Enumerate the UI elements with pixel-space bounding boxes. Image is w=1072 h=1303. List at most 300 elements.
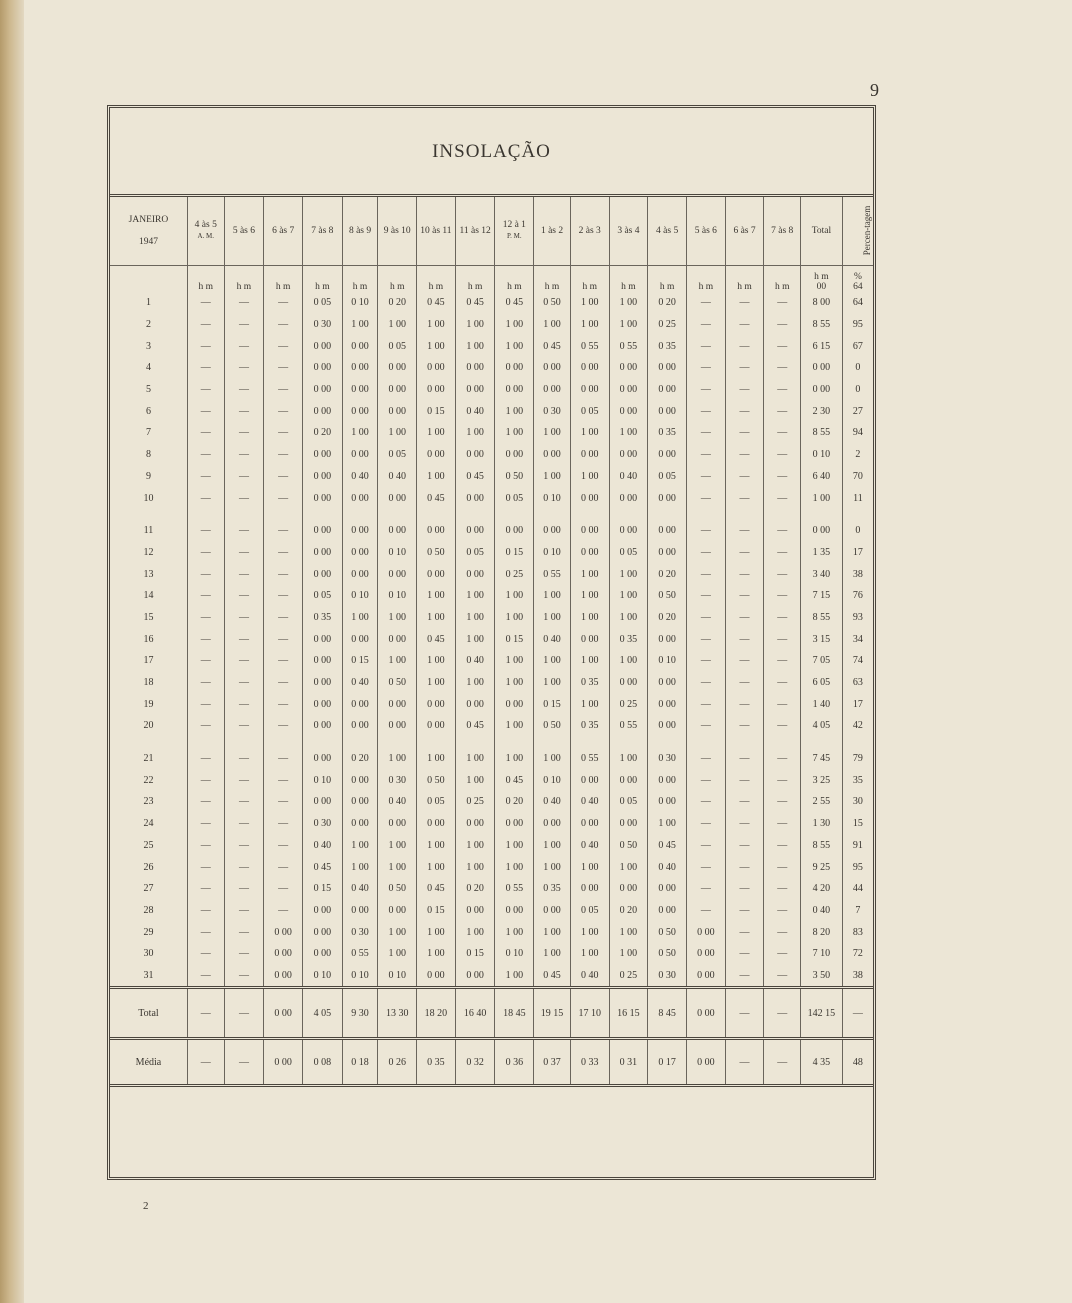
table-cell: 0 00 xyxy=(495,444,534,466)
table-cell: 1 00 xyxy=(417,314,456,336)
table-cell: 0 00 xyxy=(570,357,609,379)
table-cell: 0 00 xyxy=(378,628,417,650)
col-header: 2 às 3 xyxy=(570,196,609,266)
table-cell: — xyxy=(764,357,801,379)
table-cell xyxy=(725,509,764,520)
table-cell: — xyxy=(264,791,303,813)
table-cell: 0 25 xyxy=(648,314,687,336)
table-cell: 19 xyxy=(143,698,154,710)
table-cell: 38 xyxy=(842,965,873,988)
table-cell: 16 xyxy=(143,633,154,645)
col-header: 5 às 6 xyxy=(224,196,264,266)
table-cell: 0 45 xyxy=(455,466,495,488)
table-cell: — xyxy=(224,487,264,509)
table-cell: 1 00 xyxy=(378,607,417,629)
table-cell: 0 40 xyxy=(648,856,687,878)
signature-number: 2 xyxy=(143,1200,149,1212)
table-row xyxy=(110,769,873,791)
table-cell: 1 00 xyxy=(495,585,534,607)
table-cell xyxy=(570,509,609,520)
table-cell: 76 xyxy=(842,585,873,607)
header-row xyxy=(110,196,873,266)
total-header: Total xyxy=(801,196,843,266)
table-cell: — xyxy=(264,314,303,336)
table-cell: 0 00 xyxy=(648,672,687,694)
table-cell: 0 35 xyxy=(648,422,687,444)
units-row xyxy=(110,266,873,293)
table-cell: — xyxy=(686,791,725,813)
table-cell: 1 00 xyxy=(534,607,571,629)
table-cell: h m xyxy=(609,266,648,293)
table-cell: 0 00 xyxy=(264,965,303,988)
table-cell: — xyxy=(224,292,264,314)
table-cell: 1 40 xyxy=(801,693,843,715)
table-cell: — xyxy=(725,520,764,542)
table-cell xyxy=(224,737,264,748)
col-header: 11 às 12 xyxy=(455,196,495,266)
table-cell: 17 10 xyxy=(570,988,609,1039)
table-cell: 13 xyxy=(143,568,154,580)
table-cell: — xyxy=(725,466,764,488)
table-cell: 1 00 xyxy=(455,856,495,878)
table-cell: 0 40 xyxy=(455,650,495,672)
table-cell: 1 00 xyxy=(378,835,417,857)
table-cell: — xyxy=(725,607,764,629)
table-cell: — xyxy=(725,813,764,835)
table-cell: 0 00 xyxy=(303,715,343,737)
table-cell: 0 00 xyxy=(342,520,378,542)
table-cell: 1 00 xyxy=(534,672,571,694)
table-cell: — xyxy=(264,400,303,422)
table-cell: 2 xyxy=(145,319,151,331)
table-cell: — xyxy=(224,900,264,922)
table-cell: 1 00 xyxy=(495,748,534,770)
table-cell: 0 40 xyxy=(801,900,843,922)
table-cell: — xyxy=(187,856,224,878)
table-cell: 1 00 xyxy=(495,856,534,878)
table-cell: 0 05 xyxy=(417,791,456,813)
table-cell: 14 xyxy=(143,590,154,602)
table-cell: 0 xyxy=(842,379,873,401)
table-row xyxy=(110,878,873,900)
table-cell: — xyxy=(224,444,264,466)
table-cell: 0 00 xyxy=(570,769,609,791)
table-cell: 1 00 xyxy=(609,422,648,444)
table-cell: 0 40 xyxy=(570,835,609,857)
table-cell: — xyxy=(224,563,264,585)
table-cell: 0 00 xyxy=(342,900,378,922)
table-cell: — xyxy=(264,292,303,314)
table-cell: — xyxy=(264,878,303,900)
table-cell: 0 00 xyxy=(686,1039,725,1086)
table-cell: Total xyxy=(110,988,187,1039)
table-cell: 1 00 xyxy=(455,628,495,650)
table-cell: 0 00 xyxy=(303,748,343,770)
table-cell: — xyxy=(224,988,264,1039)
table-cell: — xyxy=(764,400,801,422)
table-row xyxy=(110,856,873,878)
table-cell xyxy=(609,737,648,748)
table-cell: 0 45 xyxy=(495,769,534,791)
table-cell: 18 xyxy=(143,677,154,689)
table-cell xyxy=(534,737,571,748)
table-cell: 8 55 xyxy=(801,607,843,629)
table-cell: — xyxy=(224,791,264,813)
table-cell: 0 00 xyxy=(534,813,571,835)
table-cell: 0 00 xyxy=(342,563,378,585)
table-cell: — xyxy=(187,748,224,770)
table-cell: 83 xyxy=(842,921,873,943)
table-cell: 4 20 xyxy=(801,878,843,900)
table-cell: 0 00 xyxy=(264,1039,303,1086)
table-cell: 0 00 xyxy=(455,563,495,585)
table-cell: — xyxy=(187,943,224,965)
table-cell: 0 35 xyxy=(609,628,648,650)
table-cell: — xyxy=(764,965,801,988)
table-cell: 1 00 xyxy=(609,856,648,878)
table-cell: 29 xyxy=(143,926,154,938)
table-cell: 0 00 xyxy=(570,379,609,401)
table-cell xyxy=(417,737,456,748)
table-cell: 0 55 xyxy=(570,748,609,770)
table-cell: 4 05 xyxy=(801,715,843,737)
table-cell: 1 xyxy=(145,297,151,309)
table-cell: 1 00 xyxy=(455,835,495,857)
table-cell: 0 55 xyxy=(609,715,648,737)
table-cell: 0 40 xyxy=(570,791,609,813)
table-cell: 0 00 xyxy=(648,878,687,900)
table-cell: 6 xyxy=(145,405,151,417)
table-cell: Média xyxy=(110,1039,187,1086)
table-cell: 0 00 xyxy=(378,487,417,509)
table-cell: — xyxy=(725,357,764,379)
table-cell: — xyxy=(264,487,303,509)
table-cell: 0 00 xyxy=(303,466,343,488)
table-cell: 1 00 xyxy=(495,314,534,336)
table-cell: 0 00 xyxy=(455,965,495,988)
table-cell: 0 00 xyxy=(609,444,648,466)
table-cell xyxy=(110,509,187,520)
table-cell: 13 30 xyxy=(378,988,417,1039)
table-cell: — xyxy=(187,520,224,542)
table-cell: 0 00 xyxy=(534,357,571,379)
table-cell: — xyxy=(264,900,303,922)
table-cell: — xyxy=(764,813,801,835)
table-row xyxy=(110,650,873,672)
table-cell: 0 26 xyxy=(378,1039,417,1086)
table-cell: — xyxy=(686,563,725,585)
table-cell: — xyxy=(725,314,764,336)
table-cell: 26 xyxy=(143,861,154,873)
table-cell: 1 00 xyxy=(609,292,648,314)
table-cell: — xyxy=(842,988,873,1039)
percentage-header: Percen-tagem xyxy=(842,196,873,266)
table-cell: — xyxy=(187,585,224,607)
table-cell: h m xyxy=(264,266,303,293)
table-cell: — xyxy=(686,878,725,900)
table-cell: 93 xyxy=(842,607,873,629)
table-cell: — xyxy=(264,585,303,607)
table-cell: 0 00 xyxy=(342,791,378,813)
month-label: JANEIRO xyxy=(128,214,169,225)
table-cell: 0 00 xyxy=(455,693,495,715)
table-cell: h m xyxy=(224,266,264,293)
table-cell xyxy=(801,509,843,520)
table-cell: 0 50 xyxy=(417,542,456,564)
table-cell: 79 xyxy=(842,748,873,770)
table-cell: — xyxy=(187,900,224,922)
table-cell: 42 xyxy=(842,715,873,737)
table-cell: 0 00 xyxy=(570,813,609,835)
table-cell: 18 20 xyxy=(417,988,456,1039)
table-row xyxy=(110,900,873,922)
table-cell: 0 40 xyxy=(342,466,378,488)
table-cell: 0 00 xyxy=(417,357,456,379)
table-cell: 8 00 xyxy=(801,292,843,314)
table-cell: h m xyxy=(495,266,534,293)
table-cell: — xyxy=(224,715,264,737)
table-cell: 0 00 xyxy=(303,693,343,715)
table-cell: 1 00 xyxy=(570,314,609,336)
table-cell: 0 00 xyxy=(264,943,303,965)
table-cell: 7 xyxy=(145,427,151,439)
table-cell: 0 35 xyxy=(417,1039,456,1086)
table-row xyxy=(110,466,873,488)
table-cell: h m xyxy=(570,266,609,293)
table-cell: — xyxy=(686,628,725,650)
table-cell: 0 00 xyxy=(609,357,648,379)
table-cell: 0 20 xyxy=(609,900,648,922)
table-cell: — xyxy=(187,466,224,488)
table-cell: 0 10 xyxy=(378,585,417,607)
table-cell: 0 55 xyxy=(534,563,571,585)
table-cell: 0 00 xyxy=(609,520,648,542)
table-cell: 0 20 xyxy=(378,292,417,314)
table-cell: — xyxy=(187,542,224,564)
table-cell: — xyxy=(686,466,725,488)
table-cell: — xyxy=(224,520,264,542)
table-cell: — xyxy=(224,921,264,943)
table-cell: 1 00 xyxy=(495,335,534,357)
table-row xyxy=(110,791,873,813)
table-row xyxy=(110,314,873,336)
table-cell: — xyxy=(187,379,224,401)
table-cell xyxy=(264,737,303,748)
table-row xyxy=(110,965,873,988)
table-cell: 7 45 xyxy=(801,748,843,770)
table-cell: — xyxy=(187,487,224,509)
table-cell: 0 00 xyxy=(417,563,456,585)
table-cell: 0 00 xyxy=(495,520,534,542)
table-cell: — xyxy=(764,520,801,542)
table-cell: — xyxy=(725,921,764,943)
table-cell: 1 00 xyxy=(495,965,534,988)
table-row xyxy=(110,542,873,564)
table-cell: 3 25 xyxy=(801,769,843,791)
table-row xyxy=(110,748,873,770)
table-row xyxy=(110,585,873,607)
table-cell: 6 15 xyxy=(801,335,843,357)
table-cell: 1 00 xyxy=(534,943,571,965)
table-cell: 1 00 xyxy=(534,650,571,672)
table-cell: 91 xyxy=(842,835,873,857)
table-cell: 1 00 xyxy=(342,607,378,629)
table-cell: — xyxy=(686,335,725,357)
table-cell: — xyxy=(224,400,264,422)
table-cell: — xyxy=(686,693,725,715)
table-cell: — xyxy=(725,672,764,694)
table-cell: 0 50 xyxy=(648,943,687,965)
table-cell: 0 00 xyxy=(342,357,378,379)
table-cell: 0 00 xyxy=(609,813,648,835)
year-label: 1947 xyxy=(138,236,158,247)
table-cell: 0 00 xyxy=(609,400,648,422)
table-cell: 0 20 xyxy=(648,607,687,629)
table-cell: — xyxy=(187,607,224,629)
table-body xyxy=(110,266,873,1086)
table-cell: 0 00 xyxy=(378,693,417,715)
table-cell: 0 00 xyxy=(303,444,343,466)
table-row xyxy=(110,563,873,585)
col-header: 6 às 7 xyxy=(264,196,303,266)
table-cell: — xyxy=(187,357,224,379)
table-cell: 0 05 xyxy=(570,900,609,922)
table-cell: — xyxy=(224,748,264,770)
table-cell: — xyxy=(224,965,264,988)
table-cell: 0 00 xyxy=(534,520,571,542)
table-cell: 1 00 xyxy=(342,422,378,444)
table-cell: 1 00 xyxy=(455,921,495,943)
table-cell: 0 45 xyxy=(534,335,571,357)
table-cell: 0 20 xyxy=(495,791,534,813)
table-cell: 0 00 xyxy=(534,379,571,401)
table-cell: — xyxy=(224,672,264,694)
table-cell: 1 00 xyxy=(378,314,417,336)
table-cell: 1 00 xyxy=(378,921,417,943)
table-cell: — xyxy=(264,835,303,857)
table-cell: 70 xyxy=(842,466,873,488)
table-cell: — xyxy=(686,900,725,922)
table-cell: h m xyxy=(534,266,571,293)
table-cell: — xyxy=(224,813,264,835)
table-cell: 0 30 xyxy=(534,400,571,422)
table-cell: 0 00 xyxy=(378,900,417,922)
table-cell: 0 00 xyxy=(303,542,343,564)
table-row xyxy=(110,292,873,314)
table-cell: 0 00 xyxy=(378,715,417,737)
table-cell: 0 05 xyxy=(455,542,495,564)
table-cell: 1 00 xyxy=(455,769,495,791)
table-cell: — xyxy=(764,921,801,943)
table-row xyxy=(110,943,873,965)
table-cell: 0 35 xyxy=(570,715,609,737)
table-cell: 1 00 xyxy=(495,400,534,422)
table-cell: — xyxy=(686,520,725,542)
table-cell: — xyxy=(264,607,303,629)
table-cell: 1 00 xyxy=(455,748,495,770)
table-cell: 17 xyxy=(842,693,873,715)
table-cell: 0 05 xyxy=(303,585,343,607)
table-cell: 0 50 xyxy=(378,672,417,694)
table-cell: 0 10 xyxy=(495,943,534,965)
table-cell: 1 00 xyxy=(570,650,609,672)
table-cell: — xyxy=(686,650,725,672)
table-cell: 1 00 xyxy=(609,748,648,770)
table-cell: 0 00 xyxy=(417,813,456,835)
table-cell: — xyxy=(725,900,764,922)
table-row xyxy=(110,672,873,694)
table-cell xyxy=(110,266,187,293)
table-cell: 0 10 xyxy=(534,542,571,564)
table-cell: 1 00 xyxy=(609,585,648,607)
table-cell xyxy=(842,509,873,520)
table-cell: 1 00 xyxy=(417,748,456,770)
table-cell: — xyxy=(264,520,303,542)
table-cell: 27 xyxy=(842,400,873,422)
table-cell: — xyxy=(187,693,224,715)
table-cell: 0 00 xyxy=(609,769,648,791)
table-cell: 1 00 xyxy=(570,921,609,943)
table-cell xyxy=(801,737,843,748)
table-cell: — xyxy=(725,487,764,509)
table-cell: 21 xyxy=(143,753,154,765)
table-cell: 0 00 xyxy=(686,988,725,1039)
table-cell: — xyxy=(764,769,801,791)
table-cell: 28 xyxy=(143,904,154,916)
table-cell: 0 00 xyxy=(495,813,534,835)
table-row xyxy=(110,379,873,401)
table-cell: h m xyxy=(187,266,224,293)
table-cell: 0 00 xyxy=(648,542,687,564)
table-cell: 0 00 xyxy=(801,357,843,379)
table-cell: 0 00 xyxy=(570,487,609,509)
table-cell: 3 xyxy=(145,340,151,352)
table-cell: h m xyxy=(648,266,687,293)
table-cell: — xyxy=(764,607,801,629)
table-cell: 11 xyxy=(842,487,873,509)
table-cell: 17 xyxy=(143,655,154,667)
table-cell: 1 00 xyxy=(570,943,609,965)
table-cell: — xyxy=(264,357,303,379)
table-cell: 0 40 xyxy=(455,400,495,422)
table-cell: 0 45 xyxy=(417,878,456,900)
table-cell: 0 20 xyxy=(455,878,495,900)
table-cell: 0 00 xyxy=(303,672,343,694)
table-cell: — xyxy=(264,542,303,564)
table-cell: h m xyxy=(417,266,456,293)
table-cell: 7 15 xyxy=(801,585,843,607)
table-cell xyxy=(455,509,495,520)
table-title: INSOLAÇÃO xyxy=(432,141,551,162)
table-cell: 0 00 xyxy=(303,400,343,422)
col-header-12-1: 12 à 1 P. M. xyxy=(495,196,534,266)
table-cell: — xyxy=(686,813,725,835)
table-cell: 0 00 xyxy=(342,693,378,715)
table-cell: — xyxy=(686,607,725,629)
table-cell: 1 00 xyxy=(378,422,417,444)
table-cell: 0 00 xyxy=(303,650,343,672)
table-cell: 74 xyxy=(842,650,873,672)
table-row xyxy=(110,835,873,857)
table-cell: — xyxy=(764,878,801,900)
table-cell: — xyxy=(686,769,725,791)
table-cell: — xyxy=(187,314,224,336)
table-cell: — xyxy=(224,607,264,629)
table-cell: 0 00 xyxy=(342,379,378,401)
table-cell: — xyxy=(686,542,725,564)
table-cell: 0 36 xyxy=(495,1039,534,1086)
table-cell: 0 35 xyxy=(534,878,571,900)
